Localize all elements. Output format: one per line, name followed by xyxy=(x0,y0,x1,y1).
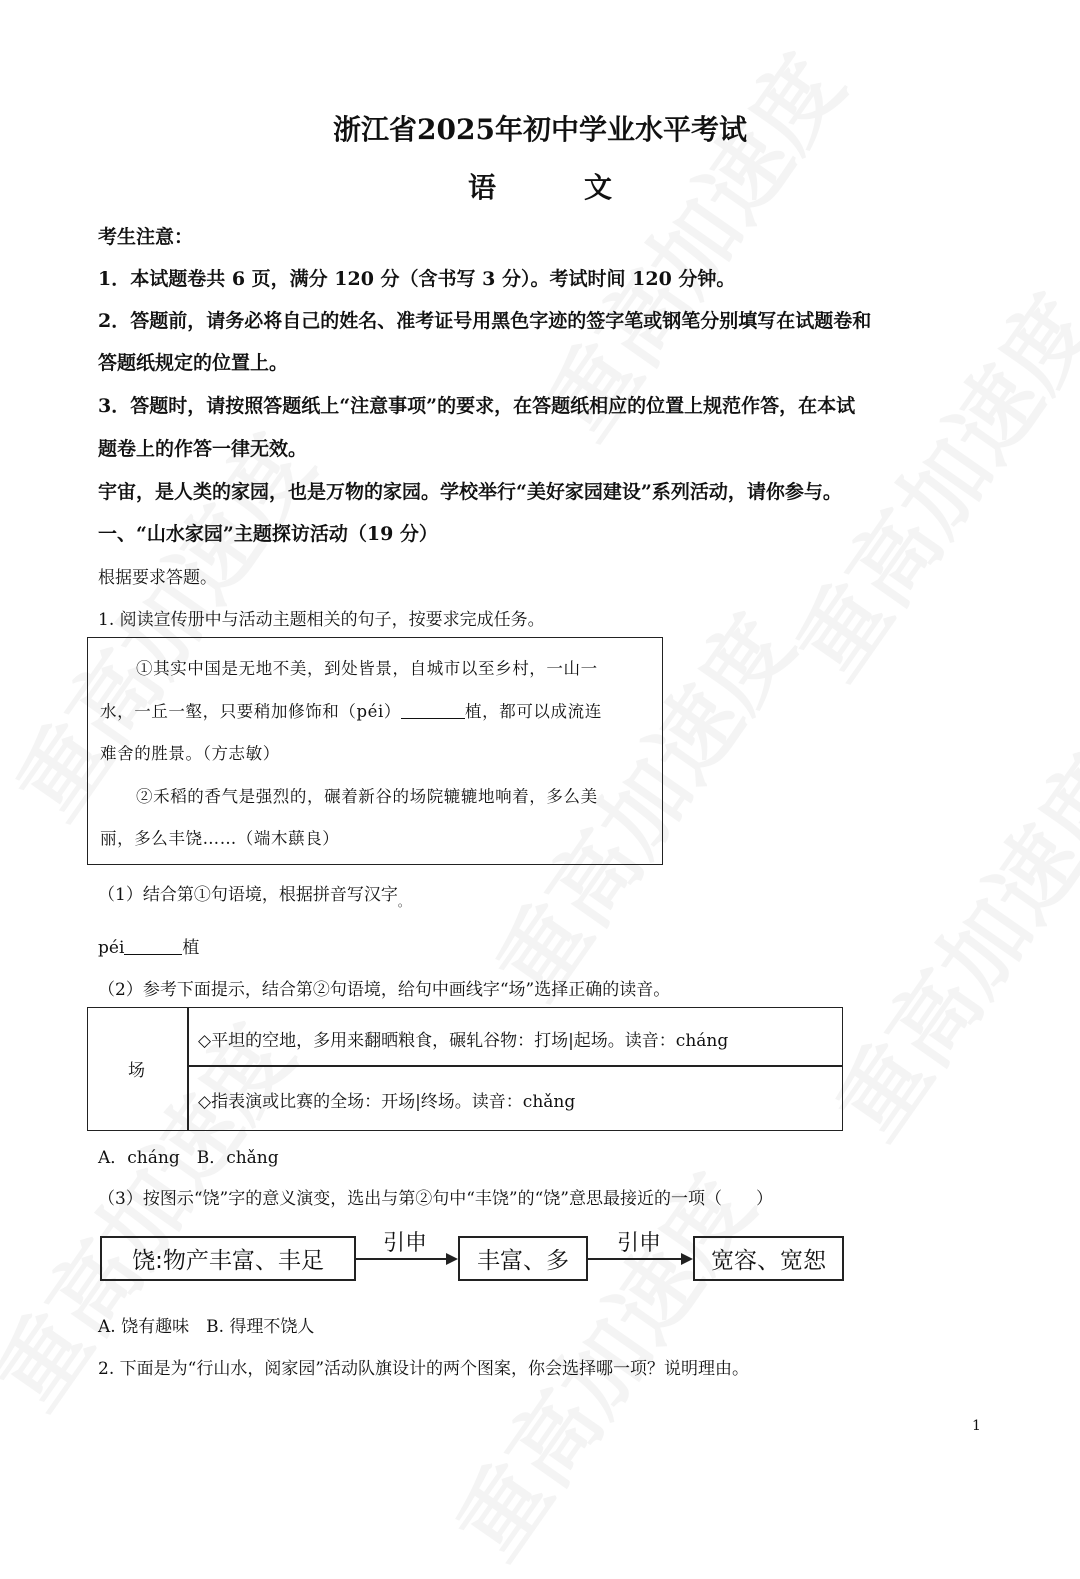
sub-question-3-stem: （3）按图示“饶”字的意义演变，选出与第②句中“丰饶”的“饶”意思最接近的一项（ ） xyxy=(98,1189,773,1209)
notice-item-3-line-1: 3．答题时，请按照答题纸上“注意事项”的要求，在答题纸相应的位置上规范作答，在本试 xyxy=(98,395,856,417)
table-horizontal-divider xyxy=(187,1065,842,1067)
sub-question-3-options: A. 饶有趣味 B. 得理不饶人 xyxy=(98,1317,315,1337)
table-vertical-divider xyxy=(187,1008,189,1130)
sub-question-1-text: （1）结合第①句语境，根据拼音写汉字 xyxy=(98,885,398,905)
flow-arrow-1-icon xyxy=(356,1250,458,1268)
notice-heading: 考生注意： xyxy=(98,226,194,248)
passage-s1-line-3: 难舍的胜景。（方志敏） xyxy=(100,744,280,763)
table-row-1: ◇平坦的空地，多用来翻晒粮食，碾轧谷物：打场|起场。读音：cháng xyxy=(198,1031,729,1051)
answer-pinyin: péi xyxy=(98,938,125,958)
notice-item-2-line-2: 答题纸规定的位置上。 xyxy=(98,352,289,374)
flow-box-2: 丰富、多 xyxy=(458,1236,588,1281)
question-1-stem: 1. 阅读宣传册中与活动主题相关的句子，按要求完成任务。 xyxy=(98,610,545,630)
page-number: 1 xyxy=(972,1418,981,1434)
notice-item-2-line-1: 2．答题前，请务必将自己的姓名、准考证号用黑色字迹的签字笔或钢笔分别填写在试题卷和 xyxy=(98,310,872,332)
answer-suffix: 植 xyxy=(182,938,200,958)
sub-question-2-stem: （2）参考下面提示，结合第②句语境，给句中画线字“场”选择正确的读音。 xyxy=(98,980,671,1000)
answer-blank xyxy=(124,937,182,955)
passage-s2-line-1: ②禾稻的香气是强烈的，碾着新谷的场院辘辘地响着，多么美 xyxy=(136,787,598,806)
pronunciation-table xyxy=(87,1007,843,1131)
notice-item-3-line-2: 题卷上的作答一律无效。 xyxy=(98,438,308,460)
sub-question-1-answer-line xyxy=(98,933,199,958)
table-character-cell: 场 xyxy=(128,1061,145,1081)
passage-s2-line-2: 丽，多么丰饶……（端木蕻良） xyxy=(100,829,340,848)
watermark xyxy=(802,727,1080,1160)
passage-s1-line-2-b: 植，都可以成流连 xyxy=(465,702,602,721)
exam-subject: 语 文 xyxy=(467,171,642,204)
section-1-instruction: 根据要求答题。 xyxy=(98,568,217,588)
table-row-2: ◇指表演或比赛的全场：开场|终场。读音：chǎng xyxy=(198,1092,576,1112)
section-1-heading: 一、“山水家园”主题探访活动（19 分） xyxy=(98,523,438,545)
question-2-stem: 2. 下面是为“行山水，阅家园”活动队旗设计的两个图案，你会选择哪一项？说明理由。 xyxy=(98,1359,750,1379)
flow-arrow-1-label: 引申 xyxy=(383,1231,428,1256)
flow-arrow-2-label: 引申 xyxy=(617,1231,662,1256)
flow-box-1: 饶:物产丰富、丰足 xyxy=(100,1236,356,1281)
exam-title: 浙江省2025年初中学业水平考试 xyxy=(333,113,747,146)
fill-blank xyxy=(401,702,465,720)
flow-arrow-2-icon xyxy=(588,1250,693,1268)
passage-s1-line-2-a: 水，一丘一壑，只要稍加修饰和（péi） xyxy=(100,702,402,721)
passage-s1-line-1: ①其实中国是无地不美，到处皆景，自城市以至乡村，一山一 xyxy=(136,659,598,678)
sub-question-1-stem xyxy=(98,880,410,910)
notice-item-1: 1．本试题卷共 6 页，满分 120 分（含书写 3 分）。考试时间 120 分钟。 xyxy=(98,268,736,290)
passage-s1-line-2 xyxy=(100,698,602,722)
sub-question-1-period: 。 xyxy=(397,895,410,909)
flow-box-3: 宽容、宽恕 xyxy=(693,1236,844,1281)
passage-box xyxy=(87,637,663,865)
intro-text: 宇宙，是人类的家园，也是万物的家园。学校举行“美好家园建设”系列活动，请你参与。 xyxy=(98,481,842,503)
sub-question-2-options: A．cháng B．chǎng xyxy=(98,1148,279,1168)
